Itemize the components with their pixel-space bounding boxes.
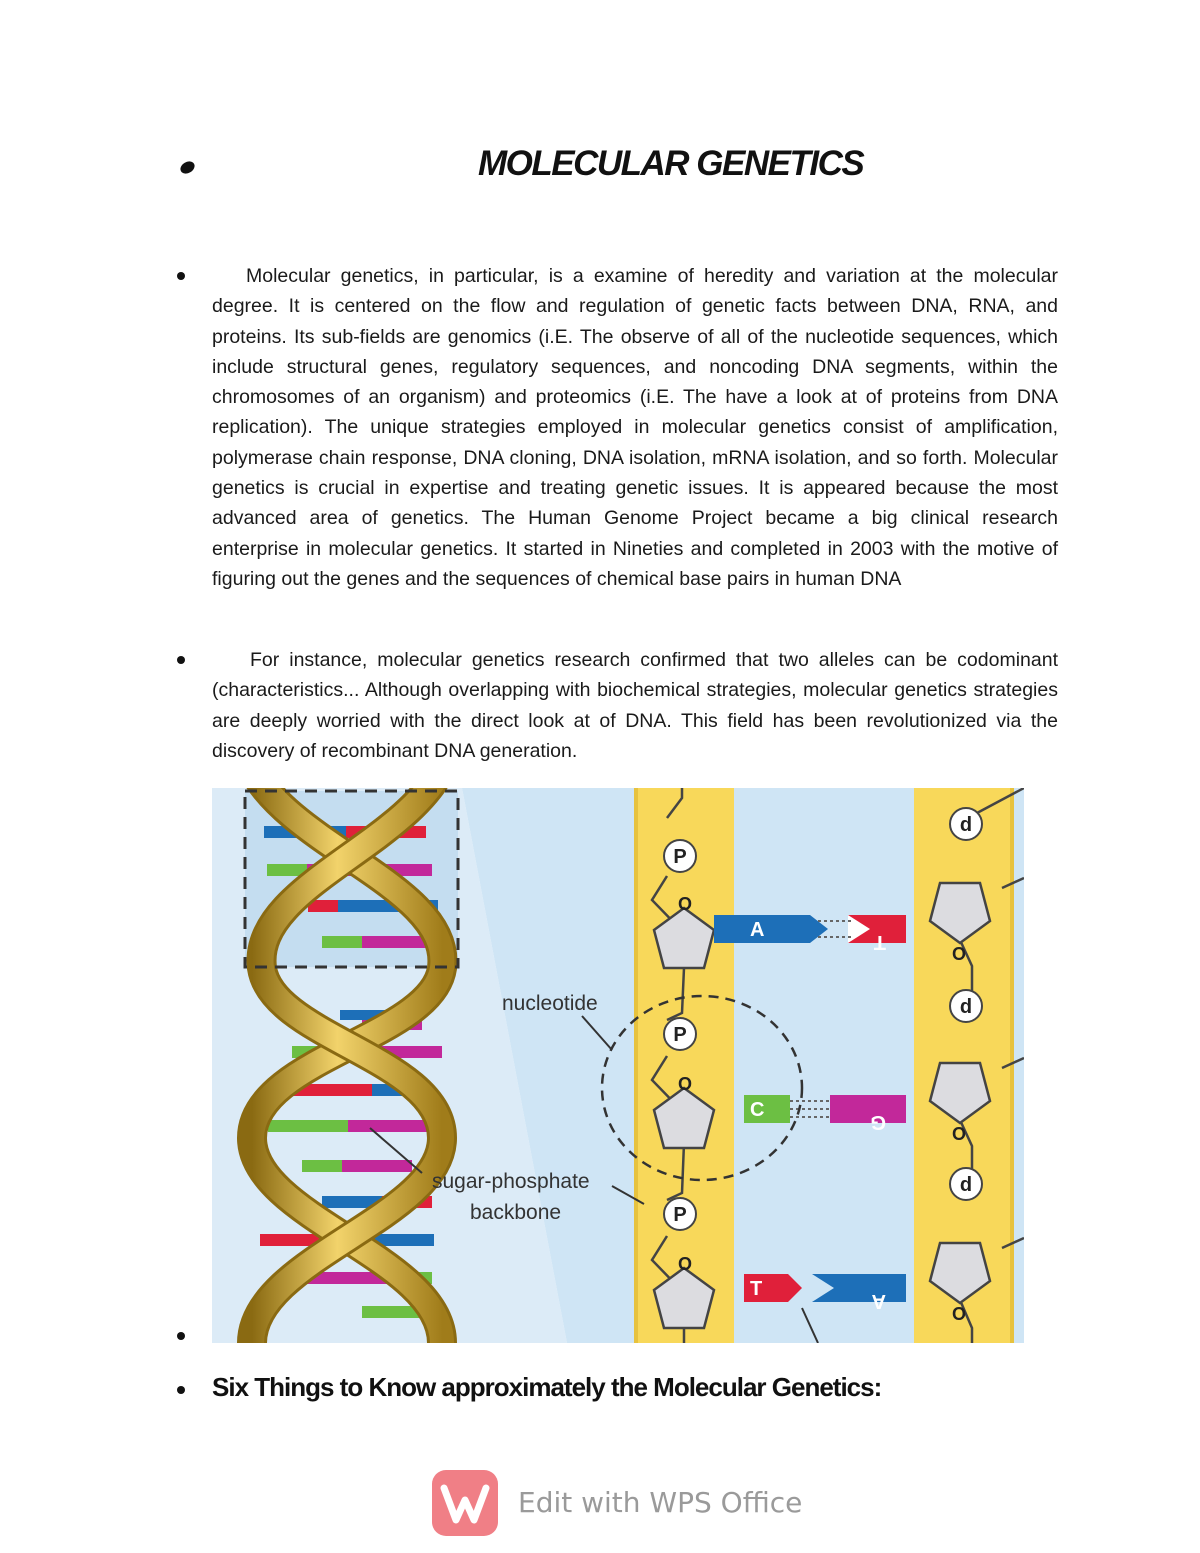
deoxyribose-label: d [959,1174,973,1196]
wps-logo-icon [432,1470,498,1536]
base-t-left: T [750,1278,763,1300]
bullet-icon [177,1332,185,1340]
base-a-left: A [750,919,765,941]
page-title: MOLECULAR GENETICS [478,144,864,183]
backbone-label-line1: sugar-phosphate [432,1170,590,1193]
dna-structure-figure [212,788,1024,1343]
svg-text:O: O [952,944,967,964]
deoxyribose-label: d [959,996,973,1018]
base-a-right: A [871,1290,886,1312]
bullet-icon [177,1386,185,1394]
wps-banner[interactable] [432,1470,812,1542]
deoxyribose-label: d [959,814,973,836]
paragraph-1: Molecular genetics, in particular, is a examine of heredity and variation at the molecular degree. It is centered on the flow and regulation of genetic facts between DNA, RNA, and proteins. Its sub-fields are genomics (i.E. The observe of all of the nucleotide sequences, which include structural genes, regulatory sequences, and noncoding DNA segments, within the chromosomes of an organism) and proteomics (i.E. The have a look at of proteins from DNA replication). The unique strategies employed in molecular genetics consist of amplification, polymerase chain response, DNA cloning, DNA isolation, mRNA isolation, and so forth. Molecular genetics is crucial in expertise and treating genetic issues. It is appeared because the most advanced area of genetics. The Human Genome Project became a big clinical research enterprise in molecular genetics. It started in Nineties and completed in 2003 with the motive of figuring out the genes and the sequences of chemical base pairs in human DNA [212,265,1058,590]
svg-text:O: O [678,894,693,914]
bullet-icon [177,272,185,280]
svg-text:O: O [678,1254,693,1274]
phosphate-label: P [673,846,687,868]
svg-text:O: O [952,1304,967,1324]
svg-text:O: O [952,1124,967,1144]
backbone-label-line2: backbone [470,1201,562,1224]
paragraph-2: For instance, molecular genetics research confirmed that two alleles can be codominant (characteristics... Although overlapping with biochemical strategies, molecular genetics strategies are deeply worried with the direct look at of DNA. This field has been revolutionized via the discovery of recombinant DNA generation. [212,649,1058,762]
base-g-right: G [870,1111,886,1133]
base-t-right: T [873,931,886,953]
phosphate-label: P [673,1204,687,1226]
base-c-left: C [750,1099,765,1121]
nucleotide-label: nucleotide [502,992,598,1015]
title-row [178,142,1058,192]
section-heading: Six Things to Know approximately the Molecular Genetics: [212,1372,882,1402]
svg-text:O: O [678,1074,693,1094]
bullet-icon [177,656,185,664]
title-bullet-icon [178,159,196,176]
phosphate-label: P [673,1024,687,1046]
wps-edit-link[interactable]: Edit with WPS Office [518,1486,803,1519]
